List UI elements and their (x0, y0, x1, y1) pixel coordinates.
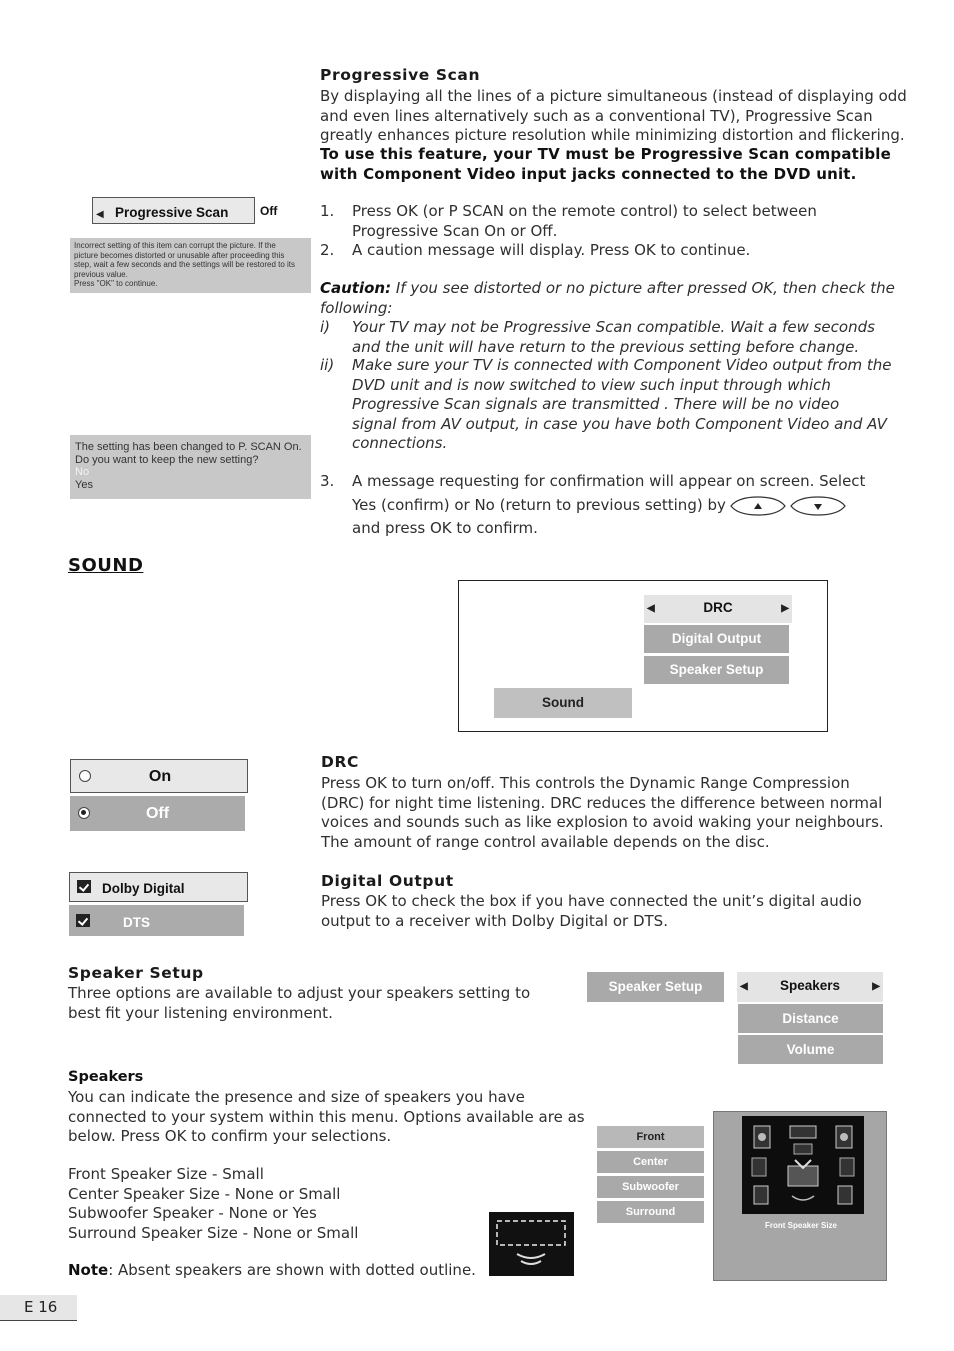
speakers-heading: Speakers (68, 1069, 144, 1085)
speaker-setup-description: Three options are available to adjust your speakers setting to best fit your listening environment. (68, 984, 531, 1022)
speaker-layout-diagram-icon (742, 1116, 864, 1214)
surround-speaker-item[interactable]: Surround (597, 1201, 704, 1223)
absent-speaker-icon (489, 1212, 574, 1276)
right-arrow-icon: ▶ (872, 981, 880, 992)
front-speaker-item[interactable]: Front (597, 1126, 704, 1148)
digital-output-description: Press OK to check the box if you have connected the unit’s digital audio output to a receiver with Dolby Digital or DTS. (321, 892, 862, 930)
right-arrow-icon: ▶ (781, 603, 789, 614)
sound-heading: SOUND (68, 555, 144, 576)
drc-description: Press OK to turn on/off. This controls the Dynamic Range Compression (DRC) for night time listening. DRC reduces the difference between normal voices and sounds such as like explosion to avoid waking your neighbours. The amount of range control available depends on the disc. (321, 774, 884, 851)
caution-text: Caution: If you see distorted or no picture after pressed OK, then check the following: (320, 279, 895, 317)
drc-on-option[interactable]: On (70, 759, 248, 793)
page-number: E 16 (24, 1298, 58, 1316)
drc-off-option[interactable]: Off (70, 796, 245, 831)
speakers-note: Note: Absent speakers are shown with dotted outline. (68, 1261, 476, 1279)
caution-label: Caution: (320, 279, 392, 297)
volume-osd-item[interactable]: Volume (738, 1035, 883, 1064)
speaker-setup-heading: Speaker Setup (68, 964, 204, 982)
page-number-tab (0, 1295, 77, 1321)
up-down-keys-icon (728, 494, 850, 518)
drc-menu-item[interactable]: ◀ DRC ▶ (644, 595, 792, 623)
subwoofer-speaker-item[interactable]: Subwoofer (597, 1176, 704, 1198)
sound-menu-item[interactable]: Sound (494, 688, 632, 718)
front-speaker-size-caption: Front Speaker Size (764, 1221, 838, 1230)
left-arrow-icon: ◀ (740, 981, 748, 992)
dolby-digital-option[interactable]: Dolby Digital (69, 872, 248, 902)
speaker-setup-menu-item[interactable]: Speaker Setup (644, 656, 789, 684)
checkbox-checked-icon (77, 880, 91, 893)
progressive-scan-heading: Progressive Scan (320, 66, 481, 84)
speakers-osd-item[interactable]: ◀ Speakers ▶ (737, 972, 883, 1002)
speaker-options-list: Front Speaker Size - Small Center Speaker Size - None or Small Subwoofer Speaker - None or Yes Surround Speaker Size - None or Small (68, 1165, 359, 1242)
checkbox-checked-icon (76, 914, 90, 927)
speaker-layout-panel (713, 1111, 887, 1281)
dts-option[interactable]: DTS (69, 905, 244, 936)
sound-menu-frame (458, 580, 828, 732)
progressive-scan-value: Off (260, 204, 278, 218)
progressive-scan-osd-item[interactable]: ◀ Progressive Scan (92, 197, 255, 224)
drc-heading: DRC (321, 753, 359, 771)
speaker-setup-osd-item[interactable]: Speaker Setup (587, 972, 724, 1002)
digital-output-heading: Digital Output (321, 872, 454, 890)
confirm-no-option[interactable]: No (75, 466, 90, 478)
distance-osd-item[interactable]: Distance (738, 1004, 883, 1033)
progressive-requirement: To use this feature, your TV must be Progressive Scan compatible with Component Video input jacks connected to the DVD unit. (320, 145, 892, 183)
confirm-dialog: The setting has been changed to P. SCAN On. Do you want to keep the new setting? No Yes (70, 435, 311, 499)
confirm-yes-option[interactable]: Yes (75, 478, 93, 491)
digital-output-menu-item[interactable]: Digital Output (644, 625, 789, 653)
progressive-intro: By displaying all the lines of a picture simultaneous (instead of displaying odd and even lines alternatively such as a conventional TV), Progressive Scan greatly enhances picture resolution while minimizing distortion and flickering. (320, 87, 907, 144)
left-arrow-icon: ◀ (647, 603, 655, 614)
left-arrow-icon: ◀ (96, 209, 104, 220)
caution-dialog: Incorrect setting of this item can corrupt the picture. If the picture becomes distorted or unusable after proceeding this step, wait a few seconds and the settings will be restored to its previous value. Press "OK" to continue. (70, 238, 311, 293)
speakers-description: You can indicate the presence and size of speakers you have connected to your system within this menu. Options available are as below. Press OK to confirm your selections. (68, 1088, 585, 1145)
center-speaker-item[interactable]: Center (597, 1151, 704, 1173)
